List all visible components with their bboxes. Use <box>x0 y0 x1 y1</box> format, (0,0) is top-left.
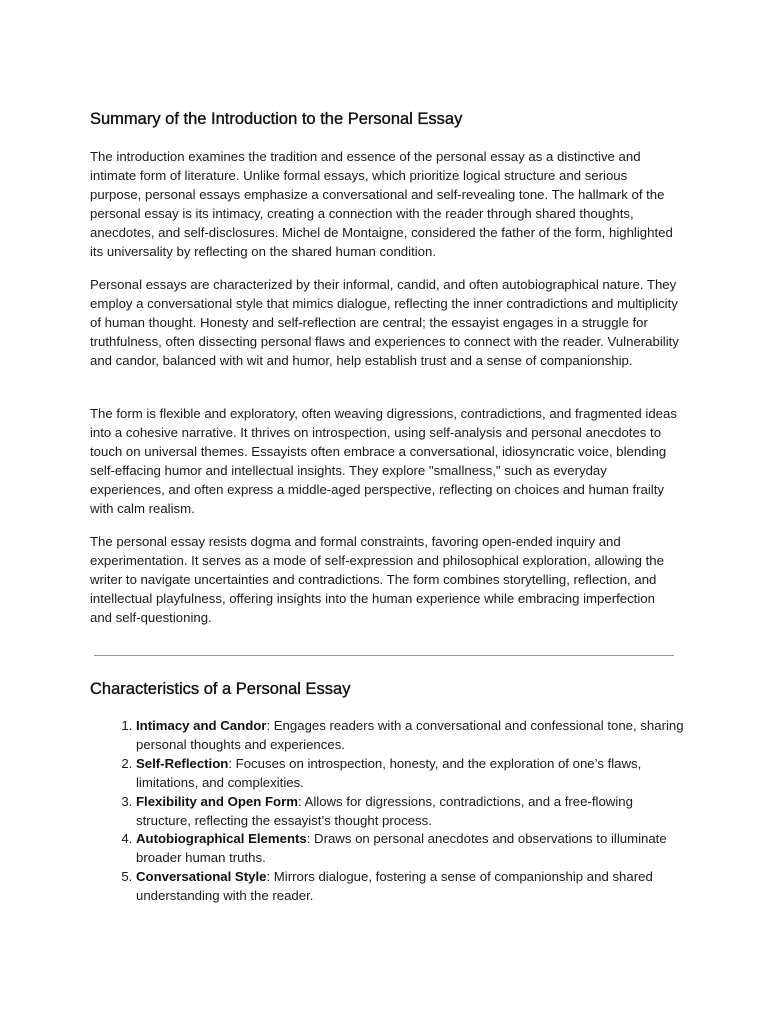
list-item <box>136 830 684 868</box>
section-title-summary: Summary of the Introduction to the Personal Essay <box>90 110 463 128</box>
characteristics-list <box>90 717 684 906</box>
summary-paragraph-4: The personal essay resists dogma and formal constraints, favoring open-ended inquiry and experimentation. It serves as a mode of self-expression and philosophical exploration, allowing the writer to navigate uncertainties and contradictions. The form combines storytelling, reflection, and intellectual playfulness, offering insights into the human experience while embracing imperfection and self-questioning. <box>90 534 664 625</box>
section-title-characteristics: Characteristics of a Personal Essay <box>90 680 351 698</box>
list-item-description: : Draws on personal anecdotes and observations to illuminate broader human truths. <box>136 831 667 866</box>
list-item-description: : Focuses on introspection, honesty, and the exploration of one’s flaws, limitations, and complexities. <box>136 755 642 790</box>
list-item <box>136 868 684 906</box>
list-item <box>136 755 684 793</box>
list-item-term: Autobiographical Elements <box>136 831 307 847</box>
list-item-term: Intimacy and Candor <box>136 718 267 733</box>
summary-paragraph-3: The form is flexible and exploratory, often weaving digressions, contradictions, and fragmented ideas into a cohesive narrative. It thrives on introspection, using self-analysis and personal anecdotes to touch on universal themes. Essayists often embrace a conversational, idiosyncratic voice, blending self-effacing humor and intellectual insights. They explore "smallness," such as everyday experiences, and often express a middle-aged perspective, reflecting on choices and human frailty with calm realism. <box>90 406 677 516</box>
list-item-term: Flexibility and Open Form <box>136 793 298 809</box>
list-item <box>136 793 684 831</box>
list-item-description: : Mirrors dialogue, fostering a sense of companionship and shared understanding with the reader. <box>136 869 653 904</box>
summary-paragraph-2: Personal essays are characterized by their informal, candid, and often autobiographical nature. They employ a conversational style that mimics dialogue, reflecting the inner contradictions and multiplicity of human thought. Honesty and self-reflection are central; the essayist engages in a struggle for truthfulness, often dissecting personal flaws and experiences to connect with the reader. Vulnerability and candor, balanced with wit and humor, help establish trust and a sense of companionship. <box>90 277 679 368</box>
summary-paragraph-1: The introduction examines the tradition and essence of the personal essay as a distinctive and intimate form of literature. Unlike formal essays, which prioritize logical structure and serious purpose, personal essays emphasize a conversational and self-revealing tone. The hallmark of the personal essay is its intimacy, creating a connection with the reader through shared thoughts, anecdotes, and self-disclosures. Michel de Montaigne, considered the father of the form, highlighted its universality by reflecting on the shared human condition. <box>90 149 673 259</box>
horizontal-divider <box>94 655 674 656</box>
list-item-term: Self-Reflection <box>136 755 229 771</box>
list-item <box>136 717 684 755</box>
list-item-description: : Engages readers with a conversational and confessional tone, sharing personal thoughts and experiences. <box>136 718 684 752</box>
list-item-term: Conversational Style <box>136 869 267 885</box>
list-item-description: : Allows for digressions, contradictions, and a free-flowing structure, reflecting the essayist’s thought process. <box>136 793 633 828</box>
